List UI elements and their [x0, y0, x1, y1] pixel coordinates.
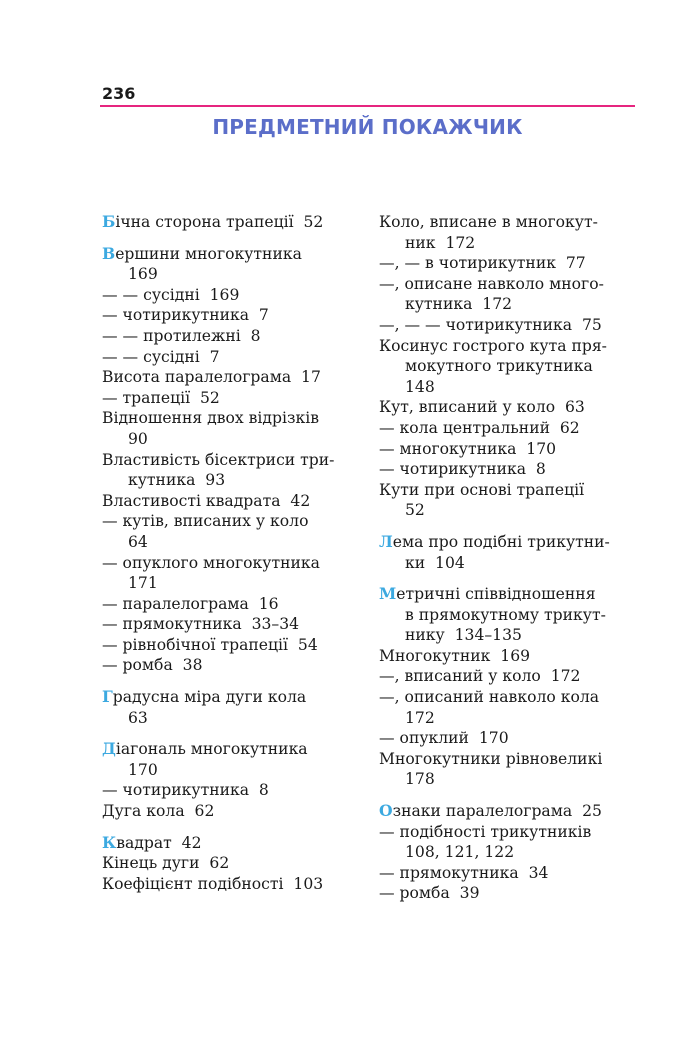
index-letter-group [379, 532, 639, 573]
index-entry-line: Градусна міра дуги кола [102, 687, 307, 707]
index-entry [102, 244, 364, 285]
index-section-letter: О [379, 801, 393, 821]
index-entry [102, 874, 364, 895]
index-entry [379, 532, 639, 573]
index-entry-line: Лема про подібні трикутни- [379, 531, 610, 551]
index-letter-group [102, 739, 364, 821]
index-entry [379, 336, 639, 398]
index-entry-line: Кут, вписаний у коло 63 [379, 398, 585, 417]
index-entry-line: — подібності трикутників [379, 822, 592, 841]
index-entry [102, 614, 364, 635]
index-entry-line: Коефіцієнт подібності 103 [102, 874, 324, 893]
index-entry-line: Властивість бісектриси три- [102, 450, 335, 469]
index-entry [102, 853, 364, 874]
index-entry [379, 687, 639, 728]
index-entry-line: Кінець дуги 62 [102, 854, 230, 873]
index-entry-line: — чотирикутника 7 [102, 306, 269, 325]
index-letter-group [102, 833, 364, 895]
index-entry-line: 52 [405, 501, 425, 520]
index-entry-line: — ромба 38 [102, 656, 203, 675]
index-entry-line: Многокутники рівновеликі [379, 749, 603, 768]
page-title: ПРЕДМЕТНИЙ ПОКАЖЧИК [212, 115, 523, 139]
index-entry [102, 553, 364, 594]
index-entry [102, 450, 364, 491]
index-entry [102, 594, 364, 615]
index-entry-line: Кути при основі трапеції [379, 480, 585, 499]
index-entry [379, 253, 639, 274]
index-entry [379, 666, 639, 687]
index-entry-line: — кутів, вписаних у коло [102, 512, 309, 531]
index-letter-group [379, 584, 639, 790]
index-entry [102, 408, 364, 449]
index-entry-line: 64 [128, 532, 148, 551]
index-entry [102, 655, 364, 676]
index-entry-line: Висота паралелограма 17 [102, 368, 321, 387]
index-entry-line: 169 [128, 265, 158, 284]
index-entry-line: — опуклий 170 [379, 729, 509, 748]
index-entry-line: —, описаний навколо кола [379, 688, 600, 707]
index-entry [379, 459, 639, 480]
index-entry-line: — прямокутника 34 [379, 863, 549, 882]
index-entry-line: Ознаки паралелограма 25 [379, 801, 602, 821]
index-entry-line: — — протилежні 8 [102, 326, 261, 345]
index-entry [102, 285, 364, 306]
index-entry [102, 367, 364, 388]
index-entry-line: ки 104 [405, 553, 465, 572]
index-entry-line: Квадрат 42 [102, 832, 202, 852]
header-rule [100, 105, 635, 107]
index-entry-line: Відношення двох відрізків [102, 409, 320, 428]
index-entry [102, 511, 364, 552]
index-entry [379, 315, 639, 336]
index-entry [379, 749, 639, 790]
index-entry [102, 833, 364, 854]
index-entry [102, 305, 364, 326]
index-entry [379, 397, 639, 418]
index-entry-line: 172 [405, 708, 435, 727]
index-entry-line: —, вписаний у коло 172 [379, 667, 581, 686]
index-entry-line: Властивості квадрата 42 [102, 491, 311, 510]
index-entry-line: Дуга кола 62 [102, 802, 215, 821]
index-section-letter: Л [379, 531, 393, 551]
index-entry [102, 739, 364, 780]
index-entry [379, 646, 639, 667]
index-entry-line: —, — в чотирикутник 77 [379, 254, 586, 273]
index-entry-line: 108, 121, 122 [405, 843, 515, 862]
page-number: 236 [102, 84, 136, 103]
index-entry [102, 347, 364, 368]
index-letter-group [102, 244, 364, 676]
index-entry [379, 822, 639, 863]
index-entry [379, 418, 639, 439]
index-entry-line: ник 172 [405, 233, 476, 252]
index-letter-group [379, 801, 639, 904]
index-entry-line: —, описане навколо много- [379, 274, 604, 293]
index-entry-line: Коло, вписане в многокут- [379, 213, 598, 231]
index-entry-line: — — сусідні 7 [102, 347, 220, 366]
index-entry [102, 635, 364, 656]
index-entry [102, 491, 364, 512]
index-entry [379, 439, 639, 460]
index-entry-line: — рівнобічної трапеції 54 [102, 635, 318, 654]
index-entry-line: — паралелограма 16 [102, 594, 279, 613]
index-entry [379, 728, 639, 749]
index-entry-line: — многокутника 170 [379, 439, 557, 458]
index-section-letter: В [102, 243, 116, 263]
index-letter-group [102, 687, 364, 728]
index-entry-line: Бічна сторона трапеції 52 [102, 212, 324, 231]
index-entry-line: Косинус гострого кута пря- [379, 336, 607, 355]
index-section-letter: К [102, 832, 117, 852]
index-entry [102, 388, 364, 409]
index-entry [379, 480, 639, 521]
index-entry-line: — прямокутника 33–34 [102, 615, 300, 634]
index-entry-line: — чотирикутника 8 [102, 781, 269, 800]
index-entry-line: мокутного трикутника [405, 357, 593, 376]
index-section-letter: Б [102, 212, 116, 231]
index-entry-line: — чотирикутника 8 [379, 460, 546, 479]
index-entry [379, 801, 639, 822]
index-entry-line: кутника 93 [128, 471, 226, 490]
index-entry [379, 584, 639, 646]
index-entry-line: 63 [128, 708, 148, 727]
index-section-letter: Г [102, 687, 113, 707]
index-entry-line: — ромба 39 [379, 884, 480, 903]
index-entry [379, 212, 639, 253]
index-entry-line: — опуклого многокутника [102, 553, 320, 572]
index-entry [102, 326, 364, 347]
index-column-right [379, 212, 639, 915]
index-entry [379, 274, 639, 315]
index-column-left [102, 212, 364, 905]
index-entry-line: 171 [128, 574, 158, 593]
index-letter-group [102, 212, 364, 233]
index-entry [102, 780, 364, 801]
index-entry-line: кутника 172 [405, 295, 513, 314]
index-entry [102, 212, 364, 233]
index-entry-line: 90 [128, 429, 148, 448]
index-letter-group [379, 212, 639, 521]
index-entry-line: Вершини многокутника [102, 243, 302, 263]
index-entry-line: — — сусідні 169 [102, 285, 240, 304]
index-section-letter: Д [102, 739, 116, 759]
index-entry-line: Многокутник 169 [379, 646, 531, 665]
index-entry [102, 801, 364, 822]
index-entry-line: в прямокутному трикут- [405, 605, 606, 624]
index-section-letter: М [379, 584, 397, 604]
index-entry-line: 178 [405, 770, 435, 789]
index-entry [379, 863, 639, 884]
index-entry-line: нику 134–135 [405, 626, 522, 645]
index-entry-line: Діагональ многокутника [102, 739, 308, 759]
index-entry-line: Метричні співвідношення [379, 584, 596, 604]
index-entry [102, 687, 364, 728]
index-entry-line: —, — — чотирикутника 75 [379, 315, 602, 334]
index-entry [379, 883, 639, 904]
index-entry-line: 148 [405, 377, 435, 396]
index-entry-line: — трапеції 52 [102, 388, 220, 407]
index-entry-line: 170 [128, 760, 158, 779]
index-entry-line: — кола центральний 62 [379, 418, 580, 437]
